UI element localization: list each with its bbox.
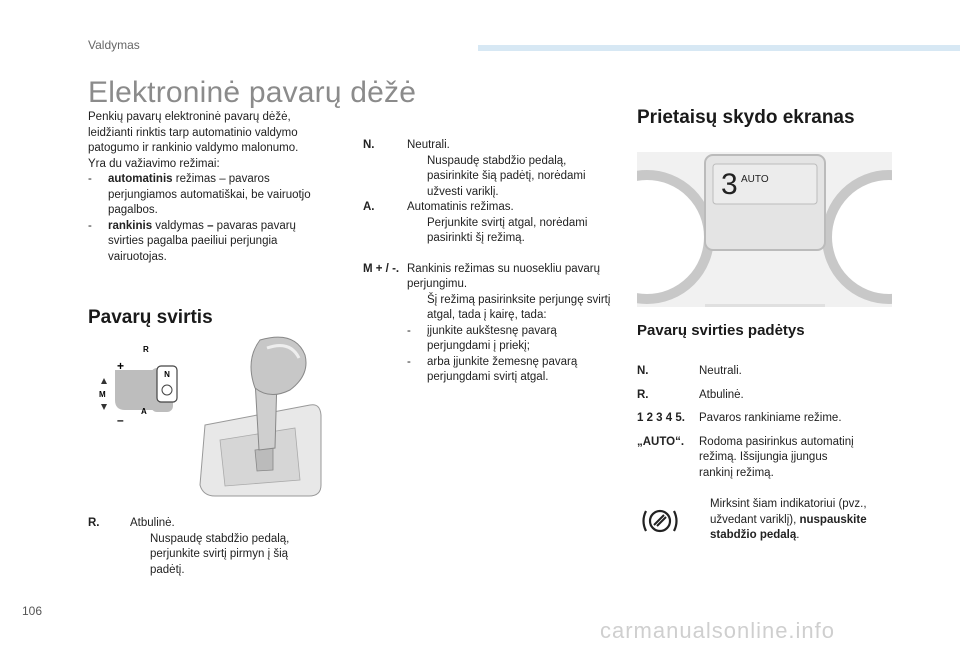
lower-screen [705,304,825,307]
a-bullet: Perjunkite svirtį atgal, norėdami pasirinkti šį režimą. [427,216,588,244]
m-key: M + / -. [363,262,400,275]
section-label: Valdymas [88,38,140,52]
lever-r-definition [88,516,328,578]
gate-label-plus: + [117,359,125,373]
a-key: A. [363,201,375,213]
watermark: carmanualsonline.info [600,618,836,643]
gate-label-r: R [143,345,149,354]
header-bar [478,45,960,51]
m-text: Rankinis režimas su nuosekliu pavarų perjungimu. [407,262,601,290]
middle-definitions [363,138,613,386]
positions-list [637,364,897,481]
position-item: N. Neutrali. [637,365,742,377]
mode-automatic: - automatinis režimas – pavaros perjungiamos automatiškai, be vairuotjo pagalbos. [88,173,311,216]
gate-label-n: N [164,370,170,379]
page-number: 106 [22,604,43,618]
gate-slot [255,448,273,471]
brake-pedal-warning-icon [640,504,680,538]
intro-paragraph: Penkių pavarų elektroninė pavarų dėžė, leidžianti rinktis tarp automatinio valdymo patogumo ir rankinio valdymo malonumo. [88,111,299,154]
positions-heading: Pavarų svirties padėtys [637,322,805,339]
brake-note: Mirksint šiam indikatoriui (pvz., užvedant variklį), nuspauskite stabdžio pedalą. [710,498,867,541]
gear-digit: 3 [721,168,738,201]
n-key: N. [363,139,375,151]
r-text: Atbulinė. [130,517,175,529]
position-item: R. Atbulinė. [637,388,744,401]
position-item: 1 2 3 4 5. Pavaros rankiniame režime. [637,412,842,424]
lever-heading: Pavarų svirtis [88,307,213,328]
position-item: „AUTO“. Rodoma pasirinkus automatinį režimą. Išsijungia įjungus rankinį režimą. [637,435,854,479]
gate-label-minus: – [117,413,124,427]
gear-lever-diagram [95,330,330,500]
auto-indicator: AUTO [741,174,769,185]
display-heading: Prietaisų skydo ekranas [637,107,855,128]
instrument-display-illustration [637,152,892,307]
m-bullet: Šį režimą pasirinksite perjungę svirtį atgal, tada į kairę, tada: [427,293,611,321]
r-bullet: Nuspaudę stabdžio pedalą, perjunkite svirtį pirmyn į šią padėtį. [150,532,290,576]
n-text: Neutrali. [407,139,450,151]
gate-label-a: A [141,407,147,416]
intro-modes: Yra du važiavimo režimai: [88,157,220,170]
page-title: Elektroninė pavarų dėžė [88,76,417,109]
gate-label-m: M [99,390,106,399]
mode-manual: - rankinis valdymas – pavaras pavarų svirties pagalba paeiliui perjungia vairuotojas. [88,219,296,263]
intro-text [88,110,328,265]
r-key: R. [88,517,100,529]
m-sub-down: - arba įjunkite žemesnę pavarą perjungdami svirtį atgal. [407,355,578,383]
a-text: Automatinis režimas. [407,201,514,213]
m-sub-up: - įjunkite aukštesnę pavarą perjungdami į priekį; [407,324,557,352]
n-bullet: Nuspaudę stabdžio pedalą, pasirinkite šią padėtį, norėdami užvesti variklį. [427,154,586,198]
